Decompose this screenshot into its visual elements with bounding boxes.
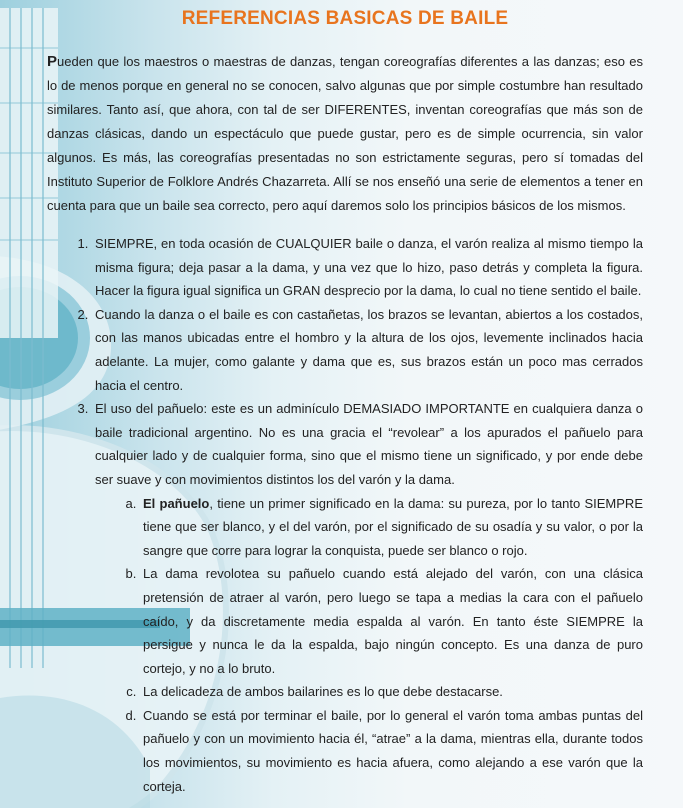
sub-item-bold-lead: El pañuelo xyxy=(143,495,210,511)
intro-text: ueden que los maestros o maestras de danzas, tengan coreografías diferentes a las danzas; eso es lo de menos porque en general no se conocen, salvo algunas que por simple costumbre han resultado similares. Tanto así, que ahora, con tal de ser DIFERENTES, inventan coreografías que más son de danzas clásicas, dando un espectáculo que puede gustar, pero es de simple ocurrencia, sin valor algunos. Es más, las coreografías presentadas no son estrictamente seguras, pero sí tomadas del Instituto Superior de Folklore Andrés Chazarreta. Allí se nos enseñó una serie de elementos a tener en cuenta para que un baile sea correcto, pero aquí daremos solo los principios básicos de los mismos. xyxy=(47,54,643,213)
list-item-text: SIEMPRE, en toda ocasión de CUALQUIER baile o danza, el varón realiza al mismo tiempo la misma figura; deja pasar a la dama, y una vez que lo hizo, paso detrás y completa la figura. Hacer la figura igual significa un GRAN desprecio por la dama, lo cual no tiene sentido el baile. xyxy=(95,236,643,299)
list-item xyxy=(92,397,643,798)
sub-list-item xyxy=(140,492,643,563)
intro-paragraph xyxy=(47,50,643,218)
sub-item-text: La delicadeza de ambos bailarines es lo que debe destacarse. xyxy=(143,684,503,700)
list-item-text: El uso del pañuelo: este es un adminículo DEMASIADO IMPORTANTE en cualquiera danza o baile tradicional argentino. No es una gracia el “revolear” a los apurados el pañuelo para cualquier lado y de cualquier forma, sino que el mismo tiene un significado, y por ende debe ser suave y con movimientos distintos los del varón y la dama. xyxy=(95,401,643,487)
sub-item-text: La dama revolotea su pañuelo cuando está alejado del varón, con una clásica pretensión de atraer al varón, pero luego se tapa a medias la cara con el pañuelo caído, y da discretamente media espalda al varón. En tanto éste SIEMPRE la persigue y nunca le da la espalda, bajo ningún concepto. Es una danza de puro cortejo, y no a lo bruto. xyxy=(143,566,643,676)
document-page xyxy=(0,8,683,798)
sub-item-text: , tiene un primer significado en la dama: su pureza, por lo tanto SIEMPRE tiene que ser blanco, y el del varón, por el significado de su osadía y su valor, o por la sangre que corre para lograr la conquista, puede ser blanco o rojo. xyxy=(143,495,643,558)
list-item xyxy=(92,303,643,397)
sub-item-text: Cuando se está por terminar el baile, por lo general el varón toma ambas puntas del pañuelo y con un movimiento hacia él, “atrae” a la dama, mientras ella, durante todos los movimientos, su movimiento es hacia afuera, como alejando a ese varón que la corteja. xyxy=(143,707,643,794)
handkerchief-sublist xyxy=(95,492,643,799)
sub-list-item xyxy=(140,562,643,680)
sub-list-item xyxy=(140,704,643,798)
references-list xyxy=(47,232,643,798)
list-item xyxy=(92,232,643,303)
drop-cap: P xyxy=(47,53,58,70)
sub-list-item xyxy=(140,680,643,704)
list-item-text: Cuando la danza o el baile es con castañetas, los brazos se levantan, abiertos a los costados, con las manos ubicadas entre el hombro y la altura de los ojos, levemente inclinados hacia adelante. La mujer, como galante y dama que es, sus brazos están un poco mas cerrados hacia el centro. xyxy=(95,306,643,393)
page-title: REFERENCIAS BASICAS DE BAILE xyxy=(181,8,509,29)
